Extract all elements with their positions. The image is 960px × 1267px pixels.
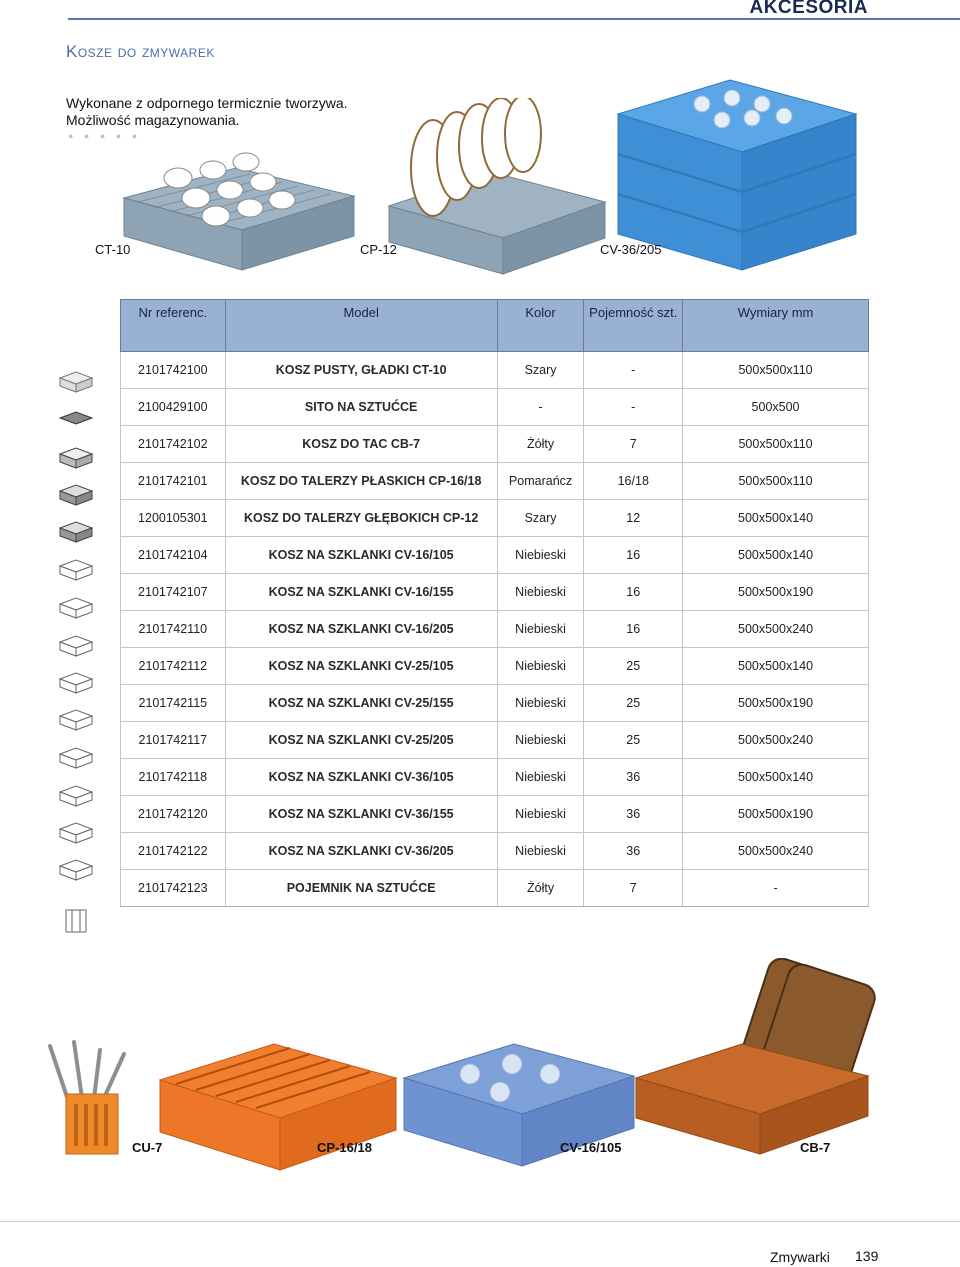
cell-ref: 2101742112 (121, 648, 226, 685)
cell-ref: 2101742123 (121, 870, 226, 907)
cell-dimensions: 500x500x190 (683, 685, 869, 722)
col-header-dimensions: Wymiary mm (683, 300, 869, 352)
glass-rack-thumbnail-icon (58, 669, 94, 697)
cell-ref: 2101742100 (121, 352, 226, 389)
cell-model: KOSZ NA SZKLANKI CV-16/205 (225, 611, 497, 648)
cell-capacity: 25 (584, 685, 683, 722)
cell-color: Niebieski (497, 833, 584, 870)
table-row (121, 722, 869, 759)
cell-dimensions: 500x500x190 (683, 574, 869, 611)
plate-rack-thumbnail-icon (58, 481, 94, 509)
cell-capacity: 36 (584, 759, 683, 796)
table-header-row (121, 300, 869, 352)
cell-color: - (497, 389, 584, 426)
cell-color: Niebieski (497, 648, 584, 685)
page-number: 139 (855, 1248, 879, 1264)
cell-ref: 2101742101 (121, 463, 226, 500)
cell-color: Niebieski (497, 537, 584, 574)
glass-rack-thumbnail-icon (58, 819, 94, 847)
table-row (121, 574, 869, 611)
cell-color: Pomarańcz (497, 463, 584, 500)
cell-color: Szary (497, 500, 584, 537)
cell-dimensions: 500x500 (683, 389, 869, 426)
cell-ref: 2101742115 (121, 685, 226, 722)
cell-model: KOSZ NA SZKLANKI CV-25/105 (225, 648, 497, 685)
cell-dimensions: 500x500x110 (683, 463, 869, 500)
cell-ref: 2100429100 (121, 389, 226, 426)
cell-capacity: 7 (584, 870, 683, 907)
glass-rack-thumbnail-icon (58, 594, 94, 622)
cell-color: Żółty (497, 426, 584, 463)
table-row (121, 685, 869, 722)
footer-rule (0, 1221, 960, 1222)
table-row (121, 537, 869, 574)
cell-dimensions: - (683, 870, 869, 907)
table-row (121, 870, 869, 907)
cell-dimensions: 500x500x140 (683, 648, 869, 685)
cutlery-holder-thumbnail-icon (58, 906, 94, 934)
deep-plate-rack-thumbnail-icon (58, 518, 94, 546)
section-title: Kosze do zmywarek (66, 42, 215, 61)
cell-ref: 2101742107 (121, 574, 226, 611)
cell-ref: 2101742122 (121, 833, 226, 870)
caption-cp-16-18: CP-16/18 (317, 1140, 372, 1155)
cell-color: Szary (497, 352, 584, 389)
caption-cp-12: CP-12 (360, 242, 397, 257)
cell-dimensions: 500x500x190 (683, 796, 869, 833)
table-row (121, 796, 869, 833)
cell-model: KOSZ NA SZKLANKI CV-36/205 (225, 833, 497, 870)
caption-ct-10: CT-10 (95, 242, 131, 257)
footer-section-name: Zmywarki (770, 1249, 830, 1265)
cell-ref: 2101742102 (121, 426, 226, 463)
cell-model: KOSZ NA SZKLANKI CV-16/105 (225, 537, 497, 574)
table-row (121, 352, 869, 389)
col-header-color: Kolor (497, 300, 584, 352)
cell-color: Niebieski (497, 722, 584, 759)
table-row (121, 463, 869, 500)
cell-model: POJEMNIK NA SZTUĆCE (225, 870, 497, 907)
cell-model: KOSZ NA SZKLANKI CV-25/205 (225, 722, 497, 759)
cell-dimensions: 500x500x110 (683, 426, 869, 463)
table-row (121, 426, 869, 463)
cell-ref: 2101742118 (121, 759, 226, 796)
cell-model: KOSZ DO TAC CB-7 (225, 426, 497, 463)
tray-rack-thumbnail-icon (58, 444, 94, 472)
cell-color: Niebieski (497, 796, 584, 833)
cell-dimensions: 500x500x240 (683, 611, 869, 648)
cell-capacity: 16/18 (584, 463, 683, 500)
cell-color: Niebieski (497, 759, 584, 796)
rack-thumbnail-icon (58, 368, 94, 396)
cell-capacity: 7 (584, 426, 683, 463)
specification-table (120, 299, 869, 907)
table-body (121, 352, 869, 907)
plate-rack-grey-photo (385, 98, 610, 276)
cell-capacity: 12 (584, 500, 683, 537)
glass-rack-thumbnail-icon (58, 556, 94, 584)
cell-capacity: - (584, 389, 683, 426)
cell-model: KOSZ NA SZKLANKI CV-36/155 (225, 796, 497, 833)
col-header-capacity: Pojemność szt. (584, 300, 683, 352)
table-row (121, 611, 869, 648)
table-row (121, 759, 869, 796)
cell-dimensions: 500x500x110 (683, 352, 869, 389)
cell-capacity: 16 (584, 537, 683, 574)
cell-capacity: 36 (584, 796, 683, 833)
glass-rack-thumbnail-icon (58, 632, 94, 660)
table-row (121, 389, 869, 426)
glass-rack-thumbnail-icon (58, 782, 94, 810)
caption-cu-7: CU-7 (132, 1140, 163, 1155)
table-row (121, 648, 869, 685)
caption-cb-7: CB-7 (800, 1140, 831, 1155)
glass-rack-thumbnail-icon (58, 744, 94, 772)
tray-rack-brown-photo (632, 958, 876, 1158)
cutlery-holder-orange-photo (44, 1040, 140, 1156)
cup-rack-grey-photo (118, 138, 358, 278)
cell-dimensions: 500x500x140 (683, 759, 869, 796)
intro-line-1: Wykonane z odpornego termicznie tworzywa. (66, 95, 348, 111)
cell-ref: 2101742120 (121, 796, 226, 833)
page-header-title: AKCESORIA (749, 0, 868, 18)
cell-dimensions: 500x500x240 (683, 833, 869, 870)
cell-model: KOSZ DO TALERZY PŁASKICH CP-16/18 (225, 463, 497, 500)
col-header-model: Model (225, 300, 497, 352)
decorative-dots: ● ● ● ● ● (68, 131, 142, 141)
caption-cv-16-105: CV-16/105 (560, 1140, 622, 1155)
cell-capacity: 16 (584, 611, 683, 648)
caption-cv-36-205: CV-36/205 (600, 242, 662, 257)
cell-color: Niebieski (497, 611, 584, 648)
intro-line-2: Możliwość magazynowania. (66, 112, 240, 128)
cell-model: KOSZ NA SZKLANKI CV-36/105 (225, 759, 497, 796)
cell-dimensions: 500x500x240 (683, 722, 869, 759)
cell-model: KOSZ PUSTY, GŁADKI CT-10 (225, 352, 497, 389)
cell-dimensions: 500x500x140 (683, 500, 869, 537)
cell-capacity: 25 (584, 648, 683, 685)
intro-text (66, 95, 348, 129)
cell-color: Żółty (497, 870, 584, 907)
sieve-thumbnail-icon (58, 406, 94, 434)
cell-capacity: 16 (584, 574, 683, 611)
glass-rack-thumbnail-icon (58, 856, 94, 884)
cell-ref: 2101742117 (121, 722, 226, 759)
cell-dimensions: 500x500x140 (683, 537, 869, 574)
cell-model: KOSZ NA SZKLANKI CV-16/155 (225, 574, 497, 611)
cell-color: Niebieski (497, 574, 584, 611)
cell-capacity: 25 (584, 722, 683, 759)
cell-ref: 2101742110 (121, 611, 226, 648)
table-row (121, 500, 869, 537)
table-row (121, 833, 869, 870)
cell-capacity: - (584, 352, 683, 389)
cell-color: Niebieski (497, 685, 584, 722)
cell-capacity: 36 (584, 833, 683, 870)
cell-model: KOSZ DO TALERZY GŁĘBOKICH CP-12 (225, 500, 497, 537)
col-header-ref: Nr referenc. (121, 300, 226, 352)
cell-model: KOSZ NA SZKLANKI CV-25/155 (225, 685, 497, 722)
glass-rack-thumbnail-icon (58, 706, 94, 734)
cell-ref: 1200105301 (121, 500, 226, 537)
cell-model: SITO NA SZTUĆCE (225, 389, 497, 426)
cell-ref: 2101742104 (121, 537, 226, 574)
